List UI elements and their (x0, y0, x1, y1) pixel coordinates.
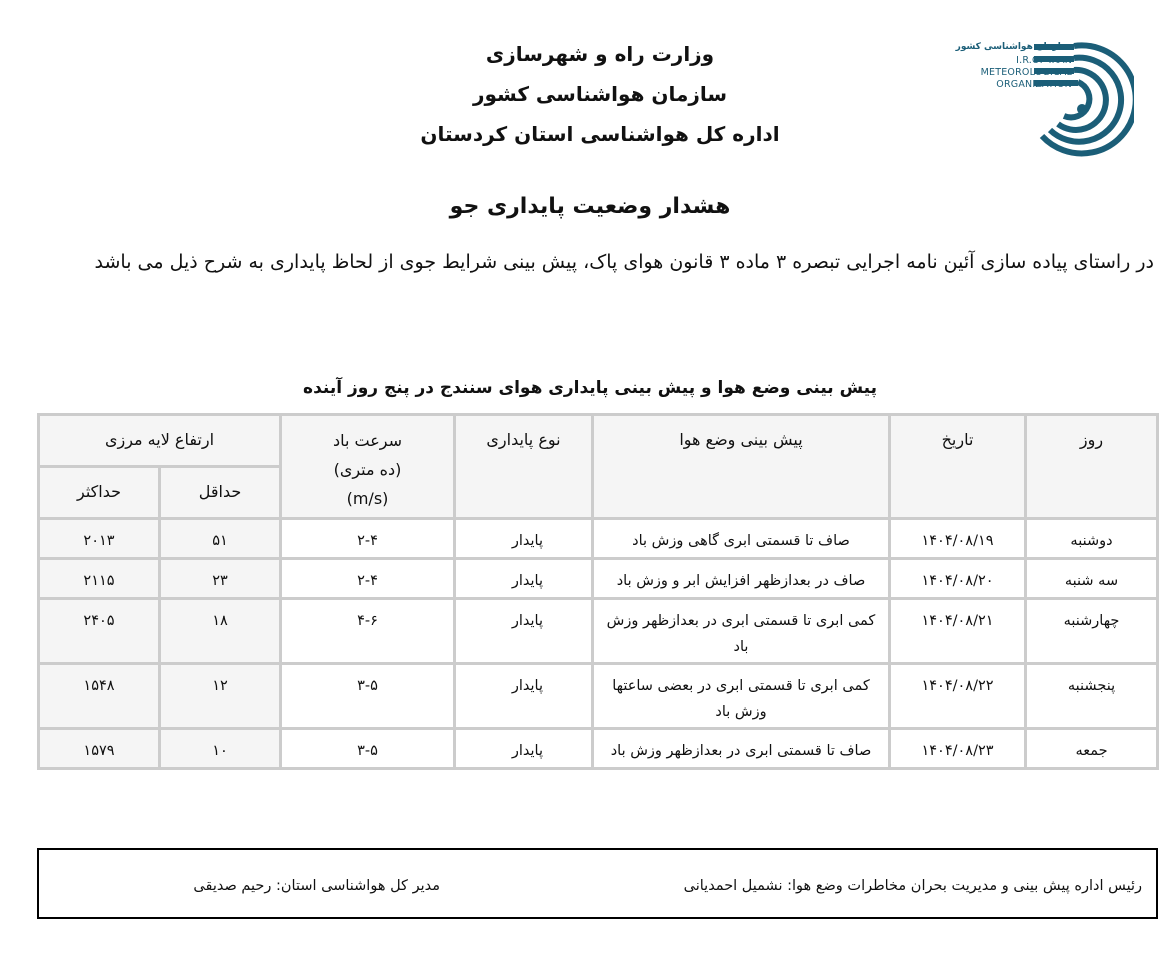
logo-english-line1: I.R.OF IRAN (1016, 55, 1072, 66)
cell-max: ۲۱۱۵ (39, 559, 160, 599)
cell-day: سه شنبه (1026, 559, 1158, 599)
cell-date: ۱۴۰۴/۰۸/۱۹ (890, 519, 1026, 559)
organization-title: سازمان هواشناسی کشور (472, 82, 728, 106)
cell-max: ۱۵۷۹ (39, 729, 160, 769)
header-weather: پیش بینی وضع هوا (593, 415, 890, 519)
header-wind-line2: (ده متری) (333, 460, 402, 479)
cell-stability: پایدار (455, 559, 593, 599)
department-title: اداره کل هواشناسی استان کردستان (420, 122, 780, 146)
cell-date: ۱۴۰۴/۰۸/۲۳ (890, 729, 1026, 769)
logo-english-line2: METEOROLOGICAL (980, 67, 1072, 78)
cell-wind: ۳-۵ (281, 729, 455, 769)
cell-stability: پایدار (455, 664, 593, 729)
cell-day: جمعه (1026, 729, 1158, 769)
table-row (39, 664, 1158, 729)
cell-min: ۲۳ (160, 559, 281, 599)
signature-box (37, 848, 1158, 919)
logo-persian-text: سازمان هواشناسی کشور (955, 42, 1070, 52)
logo-english-line3: ORGANIZATION (996, 79, 1072, 90)
cell-max: ۲۴۰۵ (39, 599, 160, 664)
cell-min: ۱۸ (160, 599, 281, 664)
header-min: حداقل (160, 467, 281, 519)
cell-wind: ۴-۶ (281, 599, 455, 664)
cell-min: ۱۰ (160, 729, 281, 769)
header-wind-speed (281, 415, 455, 519)
cell-date: ۱۴۰۴/۰۸/۲۰ (890, 559, 1026, 599)
cell-wind: ۳-۵ (281, 664, 455, 729)
cell-day: پنجشنبه (1026, 664, 1158, 729)
cell-min: ۵۱ (160, 519, 281, 559)
cell-stability: پایدار (455, 599, 593, 664)
ministry-title: وزارت راه و شهرسازی (485, 42, 715, 66)
intro-paragraph: در راستای پیاده سازی آئین نامه اجرایی تبصره ۳ ماده ۳ قانون هوای پاک، پیش بینی شرایط جوی از لحاظ پایداری به شرح ذیل می باشد (94, 251, 1154, 273)
cell-max: ۲۰۱۳ (39, 519, 160, 559)
table-row (39, 519, 1158, 559)
cell-day: دوشنبه (1026, 519, 1158, 559)
cell-min: ۱۲ (160, 664, 281, 729)
meteorological-organization-logo (955, 38, 1134, 160)
cell-weather: کمی ابری تا قسمتی ابری در بعضی ساعتها وزش باد (593, 664, 890, 729)
header-date: تاریخ (890, 415, 1026, 519)
table-row (39, 559, 1158, 599)
header-boundary-layer: ارتفاع لایه مرزی (39, 415, 281, 467)
header-stability: نوع پایداری (455, 415, 593, 519)
cell-weather: صاف در بعدازظهر افزایش ابر و وزش باد (593, 559, 890, 599)
cell-wind: ۲-۴ (281, 519, 455, 559)
header-max: حداکثر (39, 467, 160, 519)
cell-wind: ۲-۴ (281, 559, 455, 599)
cell-stability: پایدار (455, 519, 593, 559)
cell-date: ۱۴۰۴/۰۸/۲۱ (890, 599, 1026, 664)
director-signature: مدیر کل هواشناسی استان: رحیم صدیقی (193, 878, 440, 894)
forecast-table (37, 413, 1159, 770)
header-day: روز (1026, 415, 1158, 519)
cell-stability: پایدار (455, 729, 593, 769)
forecast-head-signature: رئیس اداره پیش بینی و مدیریت بحران مخاطرات وضع هوا: نشمیل احمدیانی (683, 878, 1142, 894)
cell-day: چهارشنبه (1026, 599, 1158, 664)
cell-weather: کمی ابری تا قسمتی ابری در بعدازظهر وزش باد (593, 599, 890, 664)
cell-date: ۱۴۰۴/۰۸/۲۲ (890, 664, 1026, 729)
table-row (39, 729, 1158, 769)
cell-weather: صاف تا قسمتی ابری در بعدازظهر وزش باد (593, 729, 890, 769)
cell-weather: صاف تا قسمتی ابری گاهی وزش باد (593, 519, 890, 559)
header-wind-line3: (m/s) (346, 489, 389, 508)
cell-max: ۱۵۴۸ (39, 664, 160, 729)
table-row (39, 599, 1158, 664)
header-wind-line1: سرعت باد (332, 431, 403, 450)
alert-title: هشدار وضعیت پایداری جو (449, 194, 731, 219)
table-title: پیش بینی وضع هوا و پیش بینی پایداری هوای سنندج در پنج روز آینده (303, 378, 877, 398)
